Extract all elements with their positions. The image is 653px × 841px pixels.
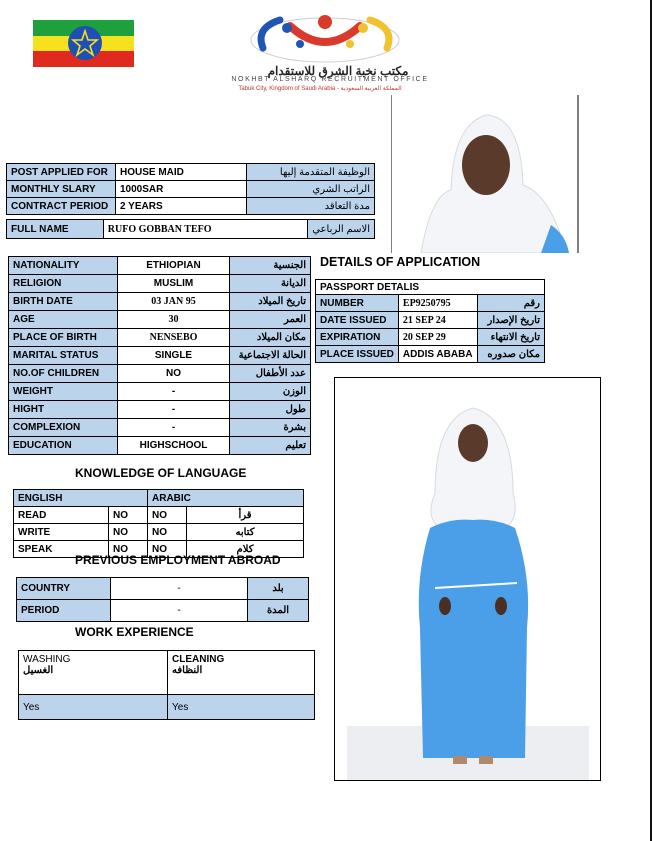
passport-row-label-ar: تاريخ الإصدار	[477, 312, 544, 329]
applicant-full-body-photo	[334, 377, 601, 781]
work-table	[18, 650, 315, 720]
language-row-arabic: NO	[148, 541, 187, 558]
personal-row-label: HIGHT	[9, 401, 118, 419]
language-row-label: SPEAK	[14, 541, 109, 558]
employment-row-label-ar: بلد	[248, 578, 309, 600]
work-item-label-ar: النظافه	[172, 665, 203, 676]
post-row-label-ar: الراتب الشري	[247, 181, 375, 198]
personal-row-label: NATIONALITY	[9, 257, 118, 275]
passport-row	[316, 329, 545, 346]
passport-row-value: EP9250795	[398, 295, 477, 312]
post-row-label-ar: الوظيفة المتقدمة إليها	[247, 164, 375, 181]
personal-row-value: SINGLE	[118, 347, 230, 365]
personal-row-label-ar: الوزن	[230, 383, 311, 401]
post-row-label: MONTHLY SLARY	[7, 181, 116, 198]
personal-row-label: MARITAL STATUS	[9, 347, 118, 365]
personal-row-value: MUSLIM	[118, 275, 230, 293]
language-row-english: NO	[109, 541, 148, 558]
personal-row	[9, 257, 311, 275]
personal-row-label-ar: عدد الأطفال	[230, 365, 311, 383]
passport-row	[316, 295, 545, 312]
post-row-label: POST APPLIED FOR	[7, 164, 116, 181]
employment-row-label-ar: المدة	[248, 600, 309, 622]
personal-row-label-ar: طول	[230, 401, 311, 419]
page-edge	[650, 0, 652, 841]
language-row	[14, 507, 304, 524]
language-row-english: NO	[109, 524, 148, 541]
personal-row-label-ar: مكان الميلاد	[230, 329, 311, 347]
personal-row-value: NO	[118, 365, 230, 383]
passport-row-label: PLACE ISSUED	[316, 346, 399, 363]
personal-row-value: 03 JAN 95	[118, 293, 230, 311]
post-row-label: CONTRACT PERIOD	[7, 198, 116, 215]
personal-row	[9, 365, 311, 383]
personal-row-value: ETHIOPIAN	[118, 257, 230, 275]
passport-row-label: DATE ISSUED	[316, 312, 399, 329]
personal-row-label-ar: العمر	[230, 311, 311, 329]
personal-row	[9, 293, 311, 311]
personal-row-label-ar: بشرة	[230, 419, 311, 437]
passport-row-label: EXPIRATION	[316, 329, 399, 346]
passport-row-label: NUMBER	[316, 295, 399, 312]
personal-row	[9, 329, 311, 347]
personal-row-label-ar: تعليم	[230, 437, 311, 455]
post-row	[7, 181, 375, 198]
post-row-value: 2 YEARS	[116, 198, 247, 215]
language-row-label: READ	[14, 507, 109, 524]
post-row-label-ar: مدة التعاقد	[247, 198, 375, 215]
personal-row-label: COMPLEXION	[9, 419, 118, 437]
passport-row-label-ar: مكان صدوره	[477, 346, 544, 363]
work-item-label-ar: الغسيل	[23, 665, 54, 676]
language-row-label-ar: كتابه	[187, 524, 304, 541]
personal-row-label: PLACE OF BIRTH	[9, 329, 118, 347]
logo-arabic-name: مكتب نخبة الشرق للاستقدام	[267, 64, 409, 78]
personal-row-value: -	[118, 401, 230, 419]
personal-row	[9, 401, 311, 419]
passport-row	[316, 346, 545, 363]
language-row-label-ar: كلام	[187, 541, 304, 558]
passport-row-value: ADDIS ABABA	[398, 346, 477, 363]
details-heading: DETAILS OF APPLICATION	[320, 255, 481, 269]
personal-row-label: EDUCATION	[9, 437, 118, 455]
passport-row	[316, 312, 545, 329]
personal-row-label: RELIGION	[9, 275, 118, 293]
fullname-value: RUFO GOBBAN TEFO	[103, 220, 307, 239]
logo-english-name: NOKHBT ALSHARQ RECRUITMENT OFFICE	[231, 76, 429, 83]
work-item-washing	[19, 651, 168, 695]
employment-row-label: COUNTRY	[17, 578, 111, 600]
employment-heading: PREVIOUS EMPLOYMENT ABROAD	[75, 553, 281, 567]
applicant-portrait-photo	[391, 95, 579, 253]
passport-table	[315, 279, 545, 363]
fullname-label: FULL NAME	[7, 220, 104, 239]
personal-row-value: -	[118, 383, 230, 401]
post-table	[6, 163, 375, 215]
personal-row	[9, 347, 311, 365]
personal-row-value: HIGHSCHOOL	[118, 437, 230, 455]
language-row-arabic: NO	[148, 507, 187, 524]
post-row	[7, 164, 375, 181]
passport-row-value: 20 SEP 29	[398, 329, 477, 346]
language-row	[14, 524, 304, 541]
employment-row-value: -	[111, 600, 248, 622]
employment-row-label: PERIOD	[17, 600, 111, 622]
personal-row-label: AGE	[9, 311, 118, 329]
personal-row-value: -	[118, 419, 230, 437]
personal-row	[9, 275, 311, 293]
language-heading: KNOWLEDGE OF LANGUAGE	[75, 466, 247, 480]
language-row-english: NO	[109, 507, 148, 524]
personal-row	[9, 383, 311, 401]
passport-row-label-ar: رقم	[477, 295, 544, 312]
work-heading: WORK EXPERIENCE	[75, 625, 194, 639]
personal-row-value: NENSEBO	[118, 329, 230, 347]
language-col-english: ENGLISH	[14, 490, 148, 507]
work-item-label: CLEANING	[172, 654, 225, 665]
personal-row-label: BIRTH DATE	[9, 293, 118, 311]
work-item-value: Yes	[168, 695, 315, 720]
personal-row	[9, 419, 311, 437]
work-item-value: Yes	[19, 695, 168, 720]
work-item-cleaning	[168, 651, 315, 695]
post-row-value: 1000SAR	[116, 181, 247, 198]
post-row	[7, 198, 375, 215]
language-row-arabic: NO	[148, 524, 187, 541]
ethiopia-flag-icon	[33, 20, 134, 67]
employment-row	[17, 600, 309, 622]
work-item-label: WASHING	[23, 654, 71, 665]
language-col-arabic: ARABIC	[148, 490, 304, 507]
passport-row-value: 21 SEP 24	[398, 312, 477, 329]
personal-row-value: 30	[118, 311, 230, 329]
personal-row-label-ar: الحالة الاجتماعية	[230, 347, 311, 365]
language-row-label-ar: قرأ	[187, 507, 304, 524]
personal-row	[9, 311, 311, 329]
personal-row-label-ar: تاريخ الميلاد	[230, 293, 311, 311]
personal-table	[8, 256, 311, 455]
fullname-label-ar: الاسم الرباعي	[308, 220, 375, 239]
personal-row-label-ar: الديانة	[230, 275, 311, 293]
employment-table	[16, 577, 309, 622]
passport-row-label-ar: تاريخ الانتهاء	[477, 329, 544, 346]
office-logo-icon	[245, 8, 405, 66]
logo-subtitle: Tabuk City, Kingdom of Saudi Arabia - المملكة العربية السعودية	[238, 86, 402, 92]
language-table	[13, 489, 304, 558]
personal-row-label-ar: الجنسية	[230, 257, 311, 275]
passport-title: PASSPORT DETALIS	[316, 280, 545, 295]
employment-row-value: -	[111, 578, 248, 600]
employment-row	[17, 578, 309, 600]
personal-row-label: WEIGHT	[9, 383, 118, 401]
fullname-table	[6, 219, 375, 239]
post-row-value: HOUSE MAID	[116, 164, 247, 181]
personal-row-label: NO.OF CHILDREN	[9, 365, 118, 383]
personal-row	[9, 437, 311, 455]
language-row-label: WRITE	[14, 524, 109, 541]
